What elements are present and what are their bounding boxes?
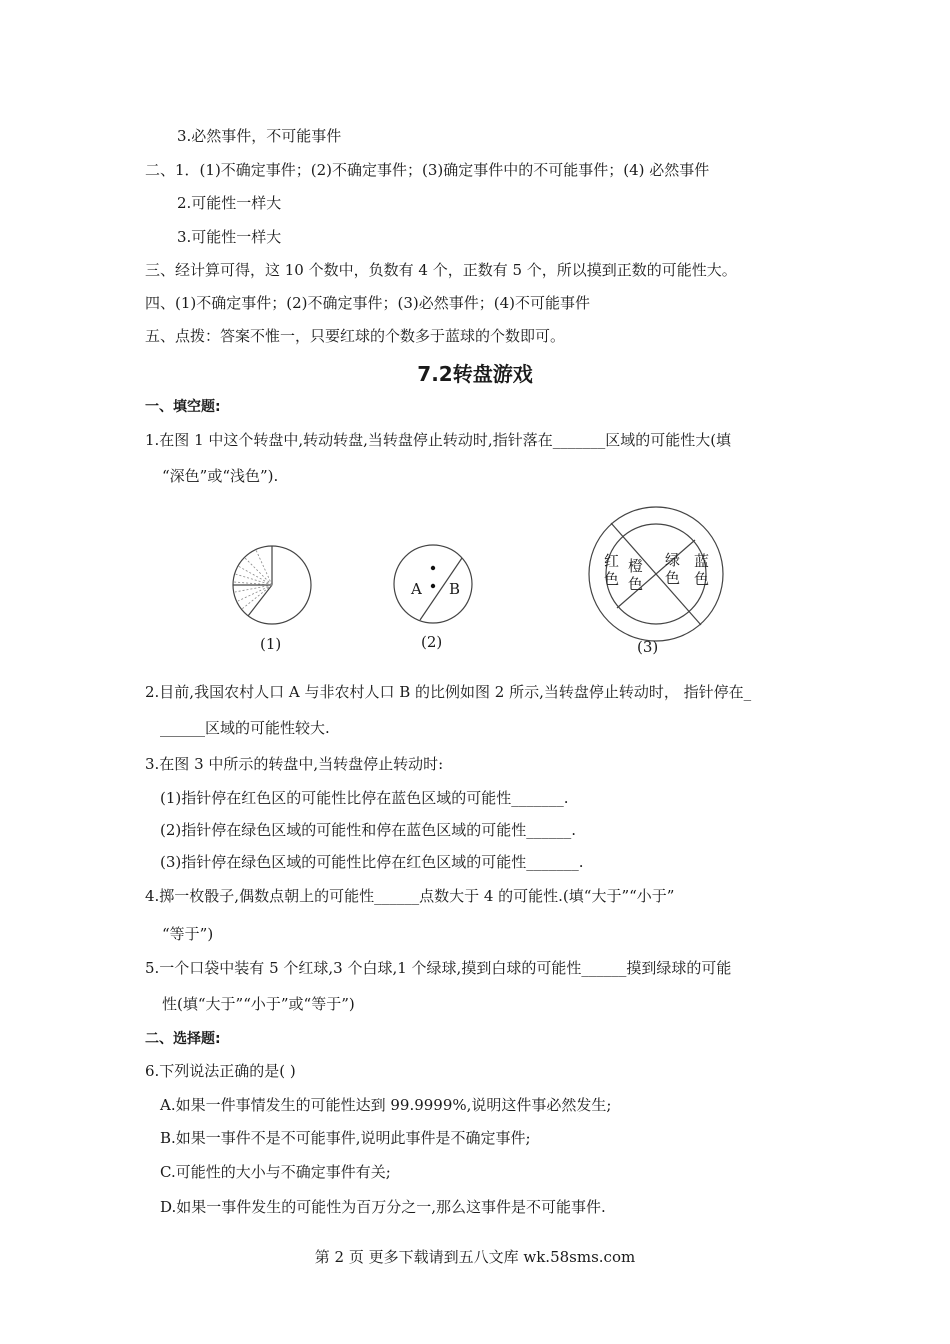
answer-line: 三、经计算可得，这 10 个数中，负数有 4 个，正数有 5 个，所以摸到正数的可能性大。 xyxy=(145,261,737,279)
question-6-option-a: A.如果一件事情发生的可能性达到 99.9999%,说明这件事必然发生; xyxy=(160,1096,612,1114)
figure-3-label-blue: 蓝 xyxy=(694,552,710,570)
question-6-option-c: C.可能性的大小与不确定事件有关; xyxy=(160,1163,391,1181)
section-title: 7.2转盘游戏 xyxy=(417,362,533,386)
question-3-sub3: (3)指针停在绿色区域的可能性比停在红色区域的可能性_______. xyxy=(160,853,584,871)
question-2-line1: 2.目前,我国农村人口 A 与非农村人口 B 的比例如图 2 所示,当转盘停止转动时， 指针停在_ xyxy=(145,683,752,701)
figure-3-label-orange: 色 xyxy=(628,575,644,593)
question-3-sub1: (1)指针停在红色区的可能性比停在蓝色区域的可能性_______. xyxy=(160,789,569,807)
question-6-option-d: D.如果一事件发生的可能性为百万分之一,那么这事件是不可能事件. xyxy=(160,1198,606,1216)
figure-1-caption: (1) xyxy=(260,635,282,653)
figure-3-label-orange: 橙 xyxy=(628,557,644,575)
question-1-line2: “深色”或“浅色”). xyxy=(162,467,279,485)
section-heading: 二、选择题: xyxy=(145,1031,221,1047)
figure-3-label-green: 色 xyxy=(665,569,681,587)
figure-3-label-red: 红 xyxy=(604,552,620,570)
figure-2-label-b: B xyxy=(449,580,461,598)
page-footer: 第 2 页 更多下载请到五八文库 wk.58sms.com xyxy=(314,1248,636,1266)
figure-3-label-green: 绿 xyxy=(665,551,681,569)
figure-3-caption: (3) xyxy=(637,638,659,656)
figure-2-caption: (2) xyxy=(421,633,443,651)
figure-2-label-a: A xyxy=(411,580,422,598)
spinner-figure-2 xyxy=(394,545,472,623)
question-5-line1: 5.一个口袋中装有 5 个红球,3 个白球,1 个绿球,摸到白球的可能性______摸到绿球的可能 xyxy=(145,959,732,977)
answer-line: 五、点拨：答案不惟一，只要红球的个数多于蓝球的个数即可。 xyxy=(145,327,566,345)
question-2-line2: ______区域的可能性较大. xyxy=(160,719,330,737)
question-3-sub2: (2)指针停在绿色区域的可能性和停在蓝色区域的可能性______. xyxy=(160,821,577,839)
question-6-stem: 6.下列说法正确的是( ) xyxy=(145,1062,296,1080)
spinner-figure-1 xyxy=(233,546,311,624)
answer-line: 3.可能性一样大 xyxy=(177,228,282,246)
figure-3-label-blue: 色 xyxy=(694,570,710,588)
question-1-line1: 1.在图 1 中这个转盘中,转动转盘,当转盘停止转动时,指针落在_______区域的可能性大(填 xyxy=(145,431,732,449)
section-heading: 一、填空题: xyxy=(145,399,221,415)
spinner-figures xyxy=(0,500,950,670)
answer-line: 2.可能性一样大 xyxy=(177,194,282,212)
question-6-option-b: B.如果一事件不是不可能事件,说明此事件是不确定事件; xyxy=(160,1129,531,1147)
answer-line: 四、(1)不确定事件；(2)不确定事件；(3)必然事件；(4)不可能事件 xyxy=(145,294,590,312)
figure-3-label-red: 色 xyxy=(604,570,620,588)
question-3-line1: 3.在图 3 中所示的转盘中,当转盘停止转动时: xyxy=(145,755,444,773)
question-5-line2: 性(填“大于”“小于”或“等于”) xyxy=(162,995,355,1013)
answer-line: 二、1．(1)不确定事件；(2)不确定事件；(3)确定事件中的不可能事件；(4) 必然事件 xyxy=(145,161,710,179)
question-4-line1: 4.掷一枚骰子,偶数点朝上的可能性______点数大于 4 的可能性.(填“大于”“小于” xyxy=(145,887,675,905)
answer-line: 3.必然事件，不可能事件 xyxy=(177,127,342,145)
question-4-line2: “等于”) xyxy=(162,925,214,943)
